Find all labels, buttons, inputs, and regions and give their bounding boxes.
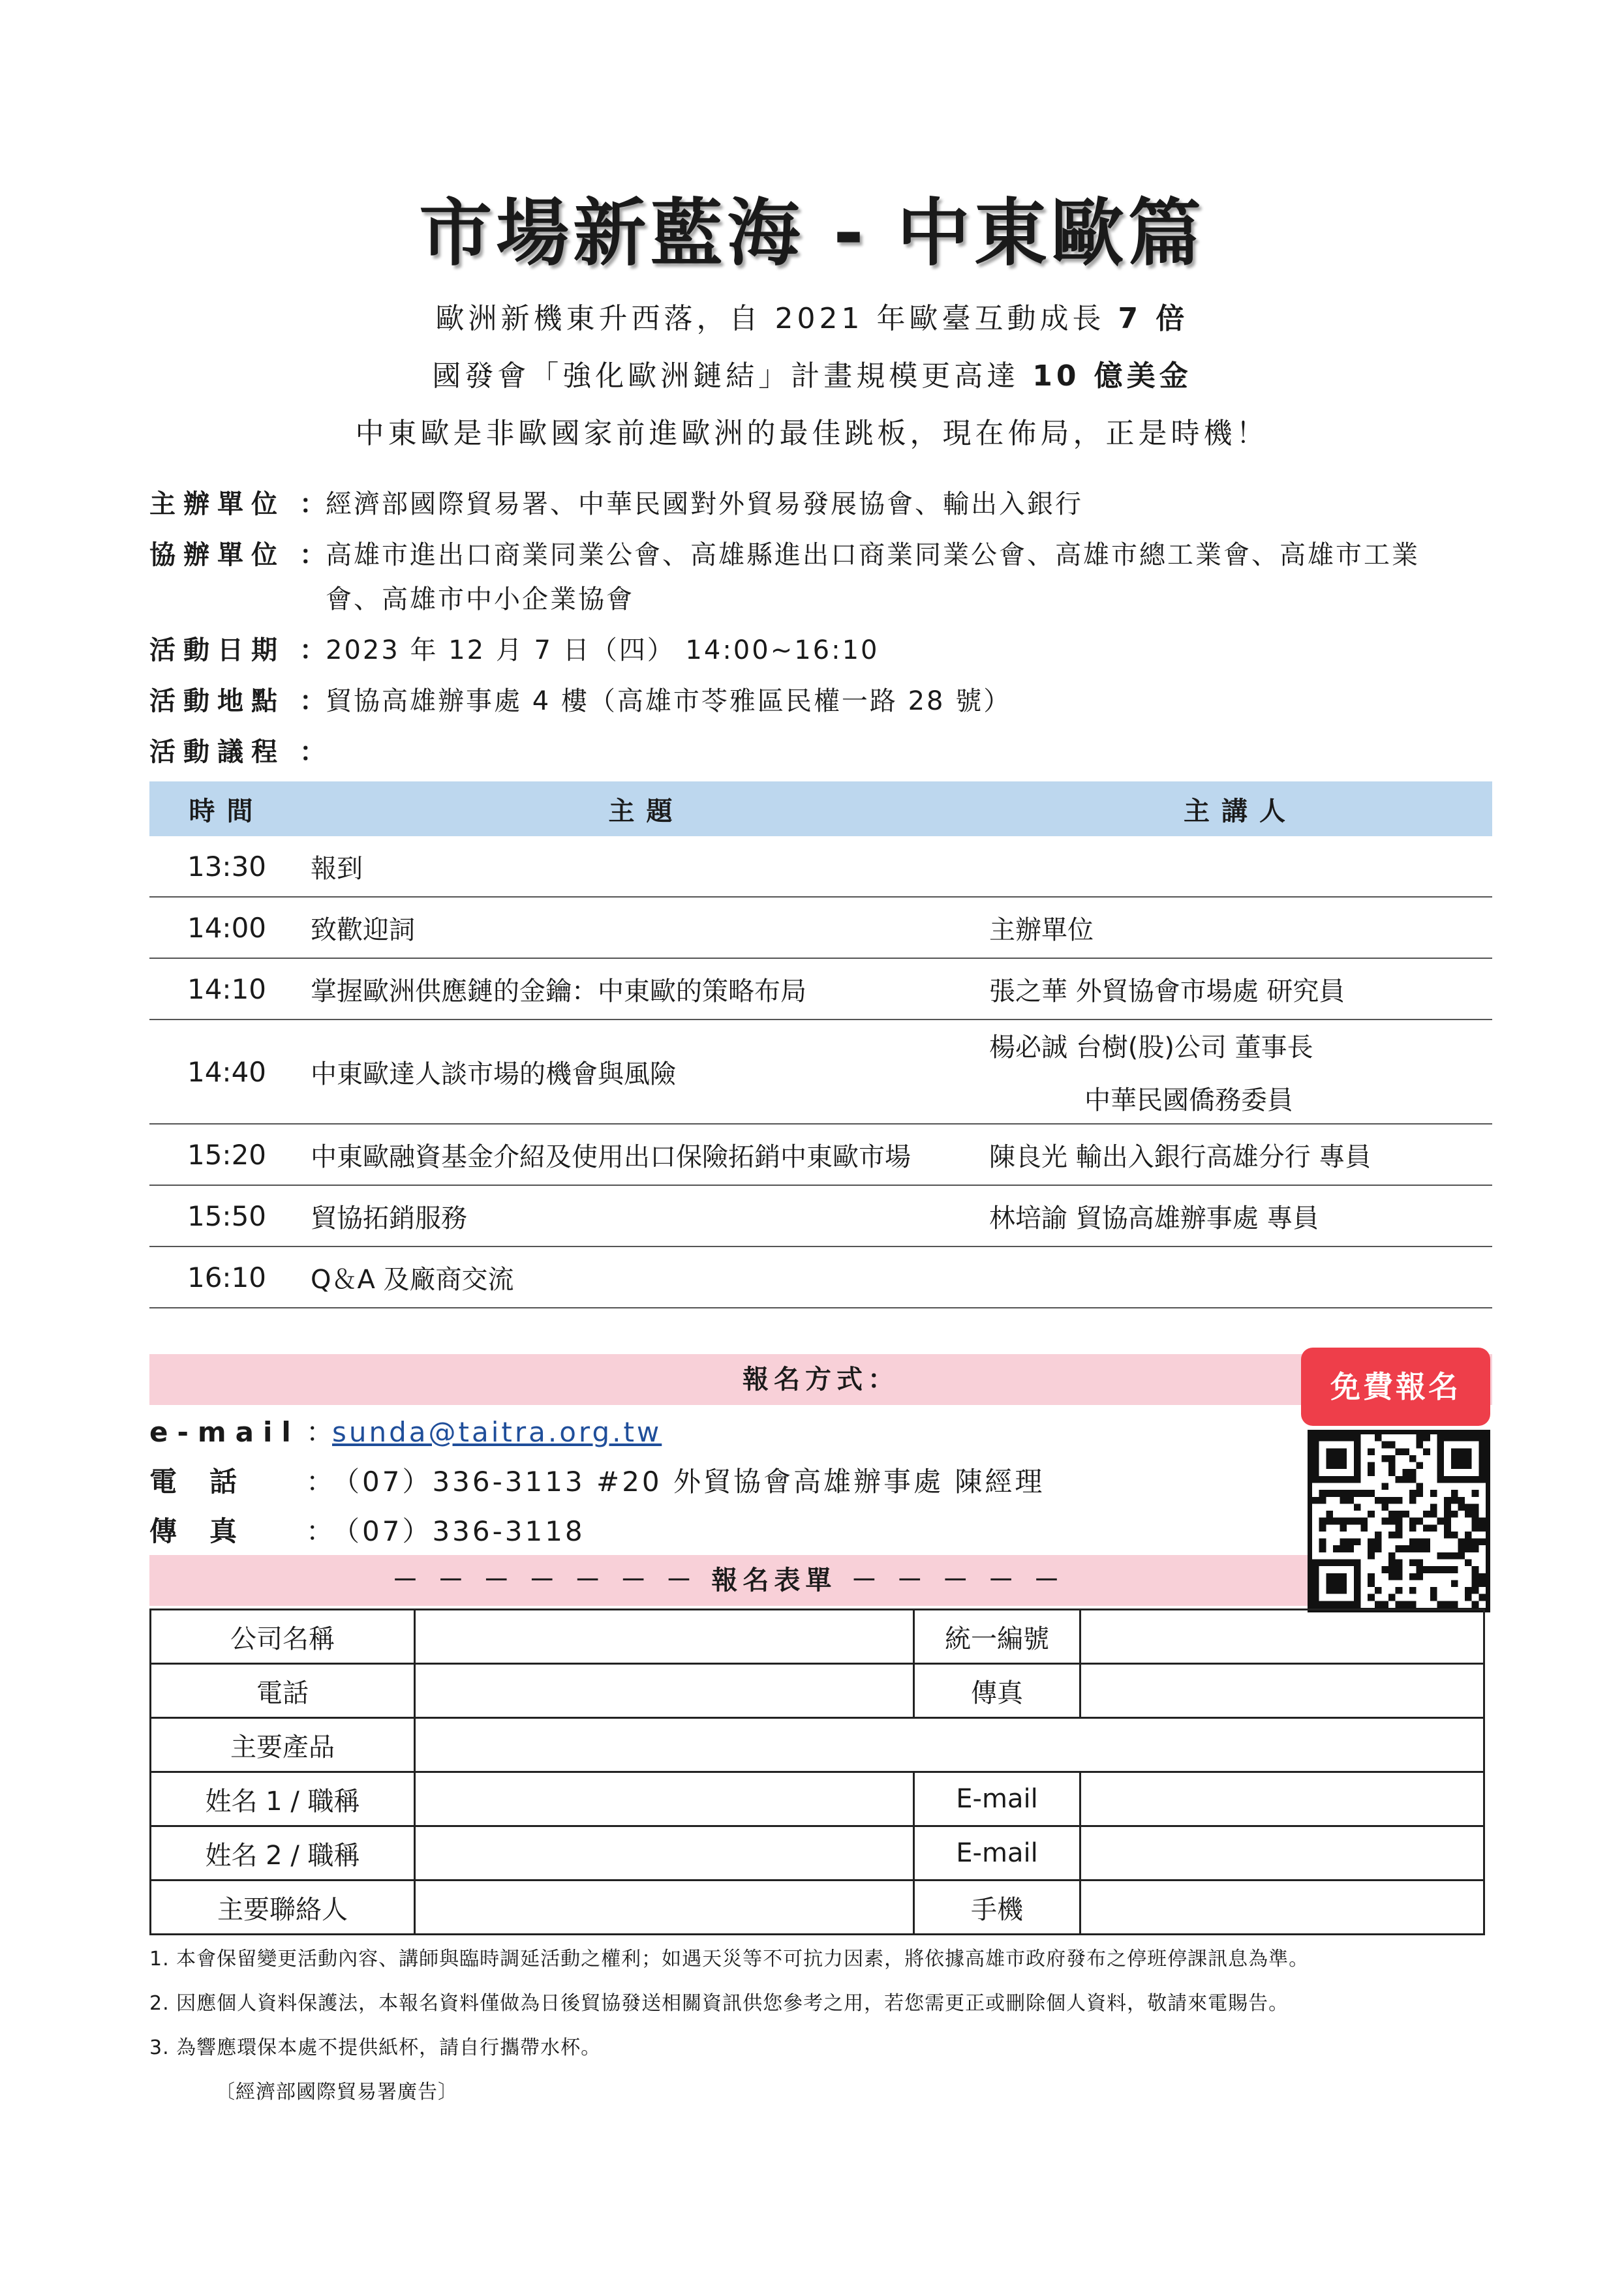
page-title: 市場新藍海 - 中東歐篇 (419, 191, 1205, 276)
fax-row (149, 1507, 585, 1556)
free-registration-button[interactable]: 免費報名 (1301, 1348, 1490, 1426)
email-label: e-mail (149, 1416, 300, 1448)
organizer-value: 經濟部國際貿易署、中華民國對外貿易發展協會、輸出入銀行 (326, 489, 1083, 519)
colon: ： (306, 1416, 337, 1448)
email1-input[interactable] (1080, 1772, 1484, 1826)
coorganizer-value-cont: 會、高雄市中小企業協會 (326, 584, 634, 614)
agenda-speaker: 林培諭 貿協高雄辦事處 專員 (988, 1185, 1492, 1246)
form-label-contact: 主要聯絡人 (151, 1881, 415, 1935)
date-row (149, 625, 880, 676)
agenda-topic: 中東歐達人談市場的機會與風險 (304, 1020, 988, 1124)
email2-input[interactable] (1080, 1826, 1484, 1881)
agenda-topic: 報到 (304, 836, 988, 897)
venue-label: 活動地點 (149, 686, 285, 716)
phone-label: 電 話 (149, 1466, 240, 1498)
tax-id-input[interactable] (1080, 1610, 1484, 1664)
agenda-label: 活動議程 (149, 737, 285, 767)
intro-line-1 (0, 295, 1624, 337)
agenda-time: 16:10 (149, 1246, 304, 1308)
name2-input[interactable] (415, 1826, 914, 1881)
agenda-speaker: 陳良光 輸出入銀行高雄分行 專員 (988, 1124, 1492, 1185)
colon: ： (306, 1515, 337, 1547)
form-label-email1: E-mail (914, 1772, 1080, 1826)
table-row (149, 1020, 1492, 1124)
agenda-speaker: 主辦單位 (988, 897, 1492, 958)
qr-code-icon (1312, 1434, 1486, 1608)
coorganizer-label: 協辦單位 (149, 540, 285, 570)
table-row (149, 1185, 1492, 1246)
form-label-products: 主要產品 (151, 1718, 415, 1772)
products-input[interactable] (415, 1718, 1484, 1772)
form-row (151, 1826, 1484, 1881)
venue-value: 貿協高雄辦事處 4 樓（高雄市苓雅區民權一路 28 號） (326, 686, 1012, 716)
agenda-time: 15:20 (149, 1124, 304, 1185)
colon: ： (299, 737, 328, 767)
table-row (149, 897, 1492, 958)
agenda-speaker-line: 楊必誠 台樹(股)公司 董事長 (989, 1033, 1313, 1063)
agenda-label-row (149, 727, 326, 778)
intro-text: 歐洲新機東升西落，自 2021 年歐臺互動成長 (435, 302, 1118, 335)
agenda-time: 14:10 (149, 958, 304, 1020)
form-label-phone: 電話 (151, 1664, 415, 1718)
table-row (149, 836, 1492, 897)
email-row (149, 1408, 662, 1457)
organizer-label: 主辦單位 (149, 489, 285, 519)
form-label-name1: 姓名 1 / 職稱 (151, 1772, 415, 1826)
table-row (149, 958, 1492, 1020)
agenda-speaker (988, 1246, 1492, 1308)
agenda-topic: 致歡迎詞 (304, 897, 988, 958)
colon: ： (299, 540, 328, 570)
form-label-fax: 傳真 (914, 1664, 1080, 1718)
phone-value: （07）336-3113 #20 外貿協會高雄辦事處 陳經理 (332, 1466, 1045, 1498)
note-3: 3. 為響應環保本處不提供紙杯，請自行攜帶水杯。 (149, 2036, 602, 2059)
fax-label: 傳 真 (149, 1515, 240, 1547)
agenda-speaker (988, 836, 1492, 897)
agenda-speaker (988, 1020, 1492, 1124)
agenda-speaker-line-2: 中華民國僑務委員 (1084, 1085, 1293, 1115)
agenda-time: 13:30 (149, 836, 304, 897)
agenda-table (149, 781, 1492, 1308)
agenda-speaker: 張之華 外貿協會市場處 研究員 (988, 958, 1492, 1020)
form-row (151, 1718, 1484, 1772)
note-1: 1. 本會保留變更活動內容、講師與臨時調延活動之權利；如遇天災等不可抗力因素，將依據高雄市政府發布之停班停課訊息為準。 (149, 1948, 1310, 1971)
organizer-row (149, 479, 1083, 530)
table-row (149, 1124, 1492, 1185)
ad-note: 〔經濟部國際貿易署廣告〕 (215, 2081, 458, 2104)
mobile-input[interactable] (1080, 1881, 1484, 1935)
email-link[interactable]: sunda@taitra.org.tw (332, 1416, 662, 1448)
colon: ： (299, 686, 328, 716)
form-header: － － － － － － － 報名表單 － － － － － (149, 1555, 1308, 1606)
colon: ： (299, 635, 328, 665)
form-row (151, 1772, 1484, 1826)
fax-input[interactable] (1080, 1664, 1484, 1718)
form-row (151, 1664, 1484, 1718)
name1-input[interactable] (415, 1772, 914, 1826)
intro-text: 國發會「強化歐洲鏈結」計畫規模更高達 (432, 359, 1033, 393)
colon: ： (306, 1466, 337, 1498)
agenda-time: 15:50 (149, 1185, 304, 1246)
form-row (151, 1881, 1484, 1935)
agenda-topic: 中東歐融資基金介紹及使用出口保險拓銷中東歐市場 (304, 1124, 988, 1185)
agenda-topic: Q＆A 及廠商交流 (304, 1246, 988, 1308)
note-2: 2. 因應個人資料保護法，本報名資料僅做為日後貿協發送相關資訊供您參考之用，若您需更正或刪除個人資料，敬請來電賜告。 (149, 1992, 1289, 2015)
agenda-header-topic: 主題 (304, 781, 988, 836)
fax-value: （07）336-3118 (332, 1515, 585, 1547)
coorganizer-row (149, 530, 1420, 581)
phone-input[interactable] (415, 1664, 914, 1718)
form-row (151, 1610, 1484, 1664)
agenda-time: 14:40 (149, 1020, 304, 1124)
form-label-tax-id: 統一編號 (914, 1610, 1080, 1664)
form-label-email2: E-mail (914, 1826, 1080, 1881)
date-label: 活動日期 (149, 635, 285, 665)
contact-input[interactable] (415, 1881, 914, 1935)
venue-row (149, 676, 1011, 727)
qr-code[interactable] (1308, 1430, 1490, 1612)
intro-line-3: 中東歐是非歐國家前進歐洲的最佳跳板，現在佈局，正是時機！ (355, 417, 1269, 450)
intro-highlight: 7 倍 (1118, 302, 1189, 335)
agenda-topic: 貿協拓銷服務 (304, 1185, 988, 1246)
intro-line-2 (0, 352, 1624, 394)
agenda-header-speaker: 主講人 (988, 781, 1492, 836)
company-input[interactable] (415, 1610, 914, 1664)
registration-header: 報名方式： (149, 1354, 1492, 1405)
coorganizer-value: 高雄市進出口商業同業公會、高雄縣進出口商業同業公會、高雄市總工業會、高雄市工業 (326, 540, 1420, 570)
colon: ： (299, 489, 328, 519)
agenda-header-time: 時間 (149, 781, 304, 836)
form-label-company: 公司名稱 (151, 1610, 415, 1664)
form-label-name2: 姓名 2 / 職稱 (151, 1826, 415, 1881)
date-value: 2023 年 12 月 7 日（四） 14:00~16:10 (326, 635, 880, 665)
intro-highlight: 10 億美金 (1032, 359, 1192, 393)
registration-form (149, 1609, 1485, 1935)
table-row (149, 1246, 1492, 1308)
agenda-time: 14:00 (149, 897, 304, 958)
phone-row (149, 1457, 1045, 1507)
agenda-header-row (149, 781, 1492, 836)
form-label-mobile: 手機 (914, 1881, 1080, 1935)
agenda-topic: 掌握歐洲供應鏈的金鑰：中東歐的策略布局 (304, 958, 988, 1020)
